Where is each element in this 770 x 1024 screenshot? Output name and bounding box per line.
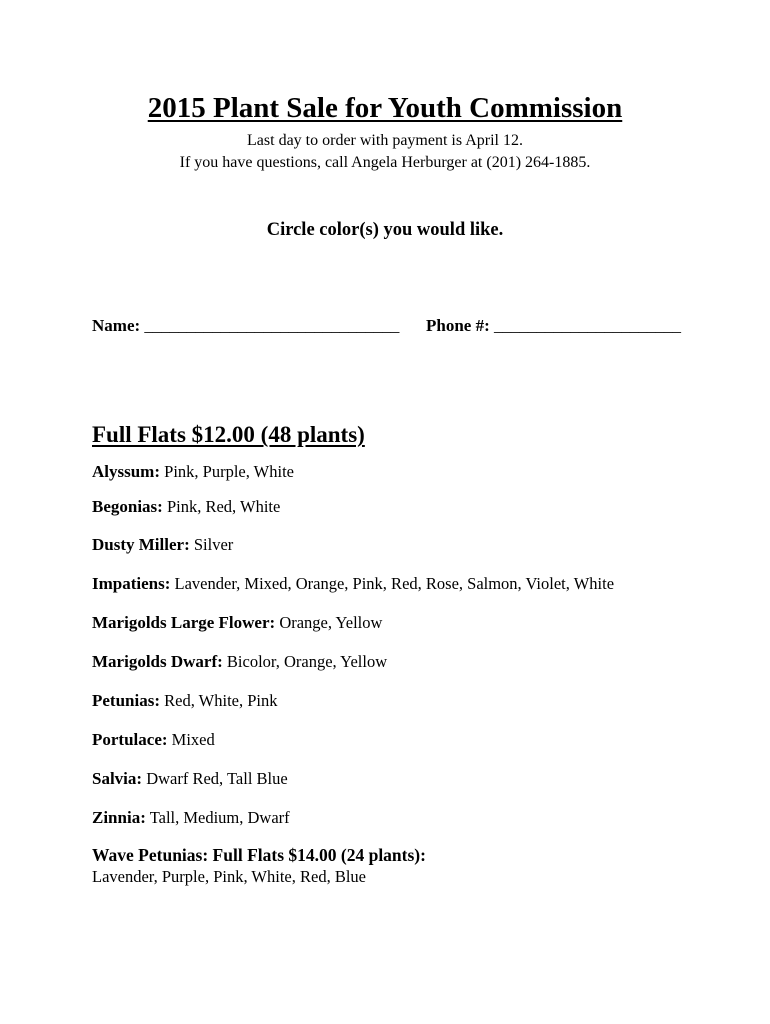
plant-colors: Tall, Medium, Dwarf xyxy=(149,808,290,827)
phone-field[interactable] xyxy=(426,316,681,336)
page-title: 2015 Plant Sale for Youth Commission xyxy=(147,92,623,124)
wave-petunias-heading: Wave Petunias: Full Flats $14.00 (24 plants): xyxy=(92,845,426,865)
name-field[interactable] xyxy=(92,316,399,336)
plant-colors: Bicolor, Orange, Yellow xyxy=(226,652,388,671)
plant-item-alyssum xyxy=(92,462,294,482)
plant-name: Dusty Miller: xyxy=(92,535,190,554)
plant-name: Marigolds Dwarf: xyxy=(92,652,223,671)
order-deadline-text: Last day to order with payment is April 12. xyxy=(247,132,523,149)
phone-label: Phone #: xyxy=(426,316,490,335)
plant-name: Marigolds Large Flower: xyxy=(92,613,276,632)
plant-item-portulace xyxy=(92,730,215,750)
name-label: Name: xyxy=(92,316,141,335)
plant-name: Salvia: xyxy=(92,769,143,788)
plant-item-zinnia xyxy=(92,808,290,828)
plant-item-petunias xyxy=(92,691,277,711)
plant-colors: Red, White, Pink xyxy=(164,691,278,710)
plant-item-begonias xyxy=(92,497,280,517)
plant-name: Zinnia: xyxy=(92,808,146,827)
plant-item-marigolds-dwarf xyxy=(92,652,387,672)
name-blank-line[interactable]: ______________________________ xyxy=(144,316,400,335)
instruction-text: Circle color(s) you would like. xyxy=(266,220,504,240)
plant-item-impatiens xyxy=(92,574,614,594)
plant-colors: Orange, Yellow xyxy=(279,613,383,632)
plant-item-marigolds-large xyxy=(92,613,382,633)
plant-name: Impatiens: xyxy=(92,574,171,593)
plant-colors: Lavender, Mixed, Orange, Pink, Red, Rose, Salmon, Violet, White xyxy=(174,574,615,593)
plant-colors: Silver xyxy=(193,535,234,554)
plant-name: Begonias: xyxy=(92,497,163,516)
plant-colors: Dwarf Red, Tall Blue xyxy=(146,769,288,788)
contact-info-text: If you have questions, call Angela Herburger at (201) 264-1885. xyxy=(179,154,591,171)
phone-blank-line[interactable]: ______________________ xyxy=(494,316,681,335)
full-flats-heading: Full Flats $12.00 (48 plants) xyxy=(92,422,365,447)
plant-name: Alyssum: xyxy=(92,462,161,481)
plant-item-salvia xyxy=(92,769,288,789)
plant-name: Petunias: xyxy=(92,691,160,710)
plant-colors: Pink, Red, White xyxy=(166,497,281,516)
wave-petunias-colors: Lavender, Purple, Pink, White, Red, Blue xyxy=(92,867,366,886)
plant-colors: Pink, Purple, White xyxy=(164,462,294,481)
plant-colors: Mixed xyxy=(171,730,215,749)
plant-name: Portulace: xyxy=(92,730,168,749)
plant-item-dusty-miller xyxy=(92,535,233,555)
